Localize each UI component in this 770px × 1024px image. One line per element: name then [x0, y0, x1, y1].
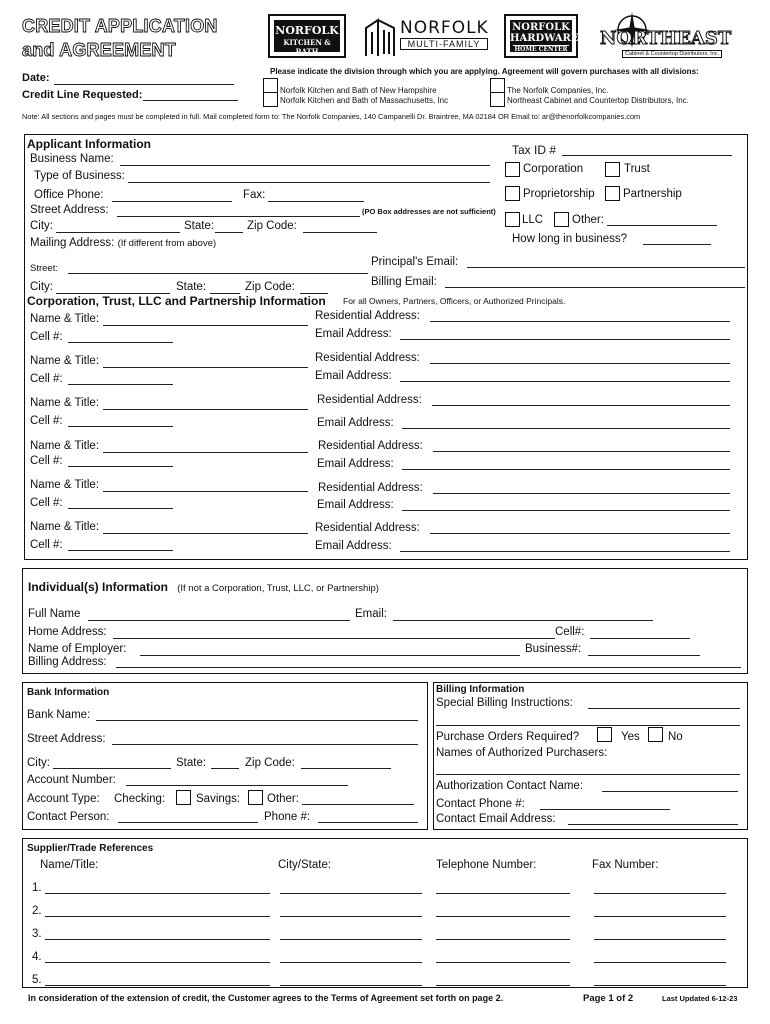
owner-email-label: Email Address: — [317, 458, 394, 470]
ref-name-field[interactable] — [45, 939, 270, 940]
logo-text: NORTHEAST — [600, 28, 732, 49]
owner-residential-field[interactable] — [430, 533, 730, 534]
billing-email-label: Billing Email: — [371, 276, 437, 288]
division-ma-checkbox[interactable] — [263, 92, 278, 107]
owner-cell-label: Cell #: — [30, 455, 63, 467]
owner-name-field[interactable] — [103, 325, 308, 326]
ref-fax-field[interactable] — [594, 893, 726, 894]
credit-line-label: Credit Line Requested: — [22, 89, 143, 101]
special-billing-label: Special Billing Instructions: — [436, 697, 573, 709]
ref-phone-field[interactable] — [436, 916, 570, 917]
mailing-address-text: Mailing Address: — [30, 237, 115, 249]
ref-row-number: 2. — [32, 905, 42, 917]
office-phone-label: Office Phone: — [34, 189, 104, 201]
employer-label: Name of Employer: — [28, 643, 127, 655]
street-address-field[interactable] — [117, 216, 360, 217]
ref-city-field[interactable] — [280, 962, 422, 963]
account-type-label: Account Type: — [27, 793, 100, 805]
owner-name-field[interactable] — [103, 533, 308, 534]
ref-row-number: 4. — [32, 951, 42, 963]
owner-email-field[interactable] — [402, 428, 730, 429]
individual-cell-field[interactable] — [590, 638, 690, 639]
owner-email-field[interactable] — [402, 469, 730, 470]
ref-city-field[interactable] — [280, 985, 422, 986]
ref-col-fax: Fax Number: — [592, 859, 659, 871]
owner-name-field[interactable] — [103, 452, 308, 453]
po-yes-checkbox[interactable] — [597, 727, 612, 742]
owner-cell-field[interactable] — [68, 508, 173, 509]
city-label: City: — [30, 220, 53, 232]
owner-email-field[interactable] — [400, 381, 730, 382]
last-updated: Last Updated 6-12-23 — [662, 994, 738, 1003]
owner-cell-field[interactable] — [68, 342, 173, 343]
ref-row-number: 3. — [32, 928, 42, 940]
logo-text: HOME CENTER — [514, 46, 568, 53]
contact-person-field[interactable] — [118, 822, 258, 823]
bank-city-field[interactable] — [53, 768, 171, 769]
owner-name-label: Name & Title: — [30, 479, 100, 491]
owner-residential-label: Residential Address: — [315, 522, 420, 534]
references-heading: Supplier/Trade References — [27, 843, 154, 854]
corp-heading: Corporation, Trust, LLC and Partnership Information — [27, 294, 326, 308]
form-title-line1: CREDIT APPLICATION — [22, 16, 218, 36]
corp-note: For all Owners, Partners, Officers, or Authorized Principals. — [343, 296, 566, 306]
business-name-label: Business Name: — [30, 153, 114, 165]
logo-text: MULTI-FAMILY — [400, 38, 488, 50]
owner-residential-field[interactable] — [430, 321, 730, 322]
owner-residential-label: Residential Address: — [317, 394, 422, 406]
owner-email-label: Email Address: — [315, 328, 392, 340]
owner-email-label: Email Address: — [315, 540, 392, 552]
full-name-label: Full Name — [28, 608, 81, 620]
ref-row-number: 1. — [32, 882, 42, 894]
llc-checkbox[interactable] — [505, 212, 520, 227]
individual-email-field[interactable] — [393, 620, 653, 621]
owner-cell-label: Cell #: — [30, 415, 63, 427]
account-other-field[interactable] — [302, 804, 414, 805]
ref-row-number: 5. — [32, 974, 42, 986]
business-number-field[interactable] — [588, 655, 700, 656]
checking-checkbox[interactable] — [176, 790, 191, 805]
ref-city-field[interactable] — [280, 939, 422, 940]
owner-cell-field[interactable] — [68, 550, 173, 551]
ref-col-city: City/State: — [278, 859, 332, 871]
owner-email-field[interactable] — [402, 510, 730, 511]
owner-residential-label: Residential Address: — [315, 310, 420, 322]
savings-label: Savings: — [196, 793, 241, 805]
type-of-business-field[interactable] — [128, 182, 490, 183]
fax-label: Fax: — [243, 189, 266, 201]
account-number-field[interactable] — [126, 785, 348, 786]
state-label: State: — [184, 220, 215, 232]
home-address-label: Home Address: — [28, 626, 107, 638]
account-other-label: Other: — [267, 793, 299, 805]
bank-state-label: State: — [176, 757, 207, 769]
bank-city-label: City: — [27, 757, 50, 769]
date-field[interactable] — [54, 84, 234, 85]
individual-note: (If not a Corporation, Trust, LLC, or Partnership) — [177, 583, 379, 594]
mailing-street-field[interactable] — [68, 273, 368, 274]
bank-heading: Bank Information — [27, 687, 110, 698]
bank-name-field[interactable] — [96, 720, 418, 721]
how-long-field[interactable] — [643, 244, 711, 245]
ref-phone-field[interactable] — [436, 962, 570, 963]
owner-name-label: Name & Title: — [30, 397, 100, 409]
division-norfolk-companies-label: The Norfolk Companies, Inc. — [507, 86, 609, 95]
individual-heading: Individual(s) Information — [28, 580, 168, 594]
checking-label: Checking: — [114, 793, 166, 805]
ref-col-name: Name/Title: — [40, 859, 99, 871]
bank-zip-label: Zip Code: — [245, 757, 295, 769]
billing-heading: Billing Information — [436, 684, 525, 695]
logo-text: Cabinet & Countertop Distributors, Inc. — [622, 50, 722, 58]
credit-line-field[interactable] — [143, 100, 238, 101]
special-billing-field-2[interactable] — [436, 725, 740, 726]
mailing-address-label — [30, 237, 216, 249]
authorized-purchasers-label: Names of Authorized Purchasers: — [436, 747, 608, 759]
principal-email-field[interactable] — [467, 267, 745, 268]
norfolk-hardware-logo — [504, 14, 578, 58]
office-phone-field[interactable] — [112, 201, 232, 202]
building-icon — [364, 18, 398, 58]
bank-zip-field[interactable] — [301, 768, 391, 769]
principal-email-label: Principal's Email: — [371, 256, 459, 268]
corporation-checkbox[interactable] — [505, 162, 520, 177]
division-norfolk-companies-checkbox[interactable] — [490, 78, 505, 93]
mailing-note: Note: All sections and pages must be completed in full. Mail completed form to: The Norfolk Companies, 140 Campanelli Dr. Braintree, MA 02184 OR Email to: ar@thenorfolkcompanies.com — [22, 112, 641, 121]
proprietorship-label: Proprietorship — [523, 188, 595, 200]
how-long-label: How long in business? — [512, 233, 628, 245]
owner-email-label: Email Address: — [317, 417, 394, 429]
ref-fax-field[interactable] — [594, 962, 726, 963]
norfolk-kitchen-bath-logo — [268, 14, 346, 58]
owner-email-field[interactable] — [400, 339, 730, 340]
division-northeast-label: Northeast Cabinet and Countertop Distributors, Inc. — [507, 96, 689, 105]
ref-fax-field[interactable] — [594, 916, 726, 917]
po-box-note: (PO Box addresses are not sufficient) — [362, 207, 496, 216]
auth-contact-label: Authorization Contact Name: — [436, 780, 584, 792]
po-no-label: No — [668, 731, 683, 743]
fax-field[interactable] — [268, 201, 364, 202]
northeast-logo — [600, 10, 732, 60]
owner-residential-field[interactable] — [432, 405, 730, 406]
billing-address-field[interactable] — [116, 667, 741, 668]
owner-cell-field[interactable] — [68, 466, 173, 467]
logo-text: NORFOLK — [400, 18, 489, 38]
llc-label: LLC — [522, 214, 544, 226]
owner-cell-field[interactable] — [68, 384, 173, 385]
street-address-label: Street Address: — [30, 204, 109, 216]
owner-name-label: Name & Title: — [30, 355, 100, 367]
po-no-checkbox[interactable] — [648, 727, 663, 742]
applicant-heading: Applicant Information — [27, 137, 151, 151]
proprietorship-checkbox[interactable] — [505, 186, 520, 201]
trust-checkbox[interactable] — [605, 162, 620, 177]
norfolk-multi-family-logo — [364, 14, 490, 60]
logo-text: KITCHEN & BATH — [283, 38, 331, 56]
ref-city-field[interactable] — [280, 916, 422, 917]
ref-name-field[interactable] — [45, 985, 270, 986]
division-nh-checkbox[interactable] — [263, 78, 278, 93]
city-field[interactable] — [56, 232, 180, 233]
owner-name-label: Name & Title: — [30, 521, 100, 533]
owner-name-label: Name & Title: — [30, 440, 100, 452]
owner-name-field[interactable] — [103, 409, 308, 410]
corporation-label: Corporation — [523, 163, 584, 175]
owner-residential-label: Residential Address: — [318, 440, 423, 452]
po-yes-label: Yes — [621, 731, 640, 743]
ref-col-phone: Telephone Number: — [436, 859, 537, 871]
individual-heading-row — [28, 580, 379, 594]
tax-id-field[interactable] — [562, 155, 732, 156]
page-number: Page 1 of 2 — [583, 993, 634, 1004]
bank-name-label: Bank Name: — [27, 709, 91, 721]
contact-phone-field[interactable] — [540, 809, 670, 810]
ref-fax-field[interactable] — [594, 939, 726, 940]
mailing-zip-label: Zip Code: — [245, 281, 295, 293]
tax-id-label: Tax ID # — [512, 143, 557, 157]
form-title-line2: and AGREEMENT — [22, 40, 176, 60]
ref-phone-field[interactable] — [436, 893, 570, 894]
owner-cell-label: Cell #: — [30, 497, 63, 509]
owner-residential-field[interactable] — [430, 363, 730, 364]
logo-text: NORFOLK — [512, 22, 570, 33]
ref-phone-field[interactable] — [436, 939, 570, 940]
owner-email-label: Email Address: — [315, 370, 392, 382]
owner-residential-label: Residential Address: — [318, 482, 423, 494]
business-number-label: Business#: — [525, 643, 582, 655]
individual-email-label: Email: — [355, 608, 387, 620]
bank-phone-label: Phone #: — [264, 811, 311, 823]
contact-email-field[interactable] — [568, 824, 738, 825]
owner-cell-label: Cell #: — [30, 373, 63, 385]
individual-cell-label: Cell#: — [555, 626, 585, 638]
full-name-field[interactable] — [88, 620, 350, 621]
other-entity-label: Other: — [572, 214, 604, 226]
home-address-field[interactable] — [113, 638, 555, 639]
ref-phone-field[interactable] — [436, 985, 570, 986]
billing-email-field[interactable] — [445, 287, 745, 288]
po-required-label: Purchase Orders Required? — [436, 731, 580, 743]
owner-name-label: Name & Title: — [30, 313, 100, 325]
zip-label: Zip Code: — [247, 220, 297, 232]
logo-text: HARDWARE — [510, 33, 579, 44]
owner-residential-label: Residential Address: — [315, 352, 420, 364]
special-billing-field[interactable] — [588, 708, 740, 709]
type-of-business-label: Type of Business: — [34, 170, 125, 182]
owner-name-field[interactable] — [103, 491, 308, 492]
division-instruction: Please indicate the division through which you are applying. Agreement will govern purchases with all divisions: — [270, 67, 699, 76]
division-northeast-checkbox[interactable] — [490, 92, 505, 107]
contact-email-label: Contact Email Address: — [436, 813, 556, 825]
other-entity-checkbox[interactable] — [554, 212, 569, 227]
other-entity-field[interactable] — [607, 225, 717, 226]
mailing-street-label: Street: — [30, 263, 58, 274]
zip-field[interactable] — [303, 232, 377, 233]
bank-street-label: Street Address: — [27, 733, 106, 745]
authorized-purchasers-field[interactable] — [436, 774, 740, 775]
bank-section — [22, 682, 428, 830]
owner-residential-field[interactable] — [433, 451, 730, 452]
mailing-city-label: City: — [30, 281, 53, 293]
owner-residential-field[interactable] — [433, 493, 730, 494]
bank-state-field[interactable] — [211, 768, 239, 769]
division-nh-label: Norfolk Kitchen and Bath of New Hampshire — [280, 86, 437, 95]
owner-cell-field[interactable] — [68, 426, 173, 427]
trust-label: Trust — [624, 163, 650, 175]
partnership-label: Partnership — [623, 188, 682, 200]
logo-text: NORFOLK — [275, 24, 339, 37]
date-label: Date: — [22, 72, 50, 84]
auth-contact-field[interactable] — [602, 791, 738, 792]
footer-consideration: In consideration of the extension of credit, the Customer agrees to the Terms of Agreement set forth on page 2. — [28, 993, 504, 1003]
employer-field[interactable] — [140, 655, 520, 656]
owner-name-field[interactable] — [103, 367, 308, 368]
ref-fax-field[interactable] — [594, 985, 726, 986]
owner-email-field[interactable] — [400, 551, 730, 552]
owner-cell-label: Cell #: — [30, 539, 63, 551]
ref-name-field[interactable] — [45, 962, 270, 963]
mailing-address-note: (If different from above) — [117, 238, 217, 249]
billing-address-label: Billing Address: — [28, 656, 107, 668]
bank-phone-field[interactable] — [318, 822, 418, 823]
savings-checkbox[interactable] — [248, 790, 263, 805]
state-field[interactable] — [215, 232, 243, 233]
contact-phone-label: Contact Phone #: — [436, 798, 525, 810]
owner-cell-label: Cell #: — [30, 331, 63, 343]
mailing-state-label: State: — [176, 281, 207, 293]
account-number-label: Account Number: — [27, 774, 116, 786]
ref-name-field[interactable] — [45, 916, 270, 917]
contact-person-label: Contact Person: — [27, 811, 110, 823]
business-name-field[interactable] — [120, 165, 490, 166]
ref-city-field[interactable] — [280, 893, 422, 894]
division-ma-label: Norfolk Kitchen and Bath of Massachusetts, Inc — [280, 96, 449, 105]
partnership-checkbox[interactable] — [605, 186, 620, 201]
bank-street-field[interactable] — [112, 744, 418, 745]
ref-name-field[interactable] — [45, 893, 270, 894]
owner-email-label: Email Address: — [317, 499, 394, 511]
